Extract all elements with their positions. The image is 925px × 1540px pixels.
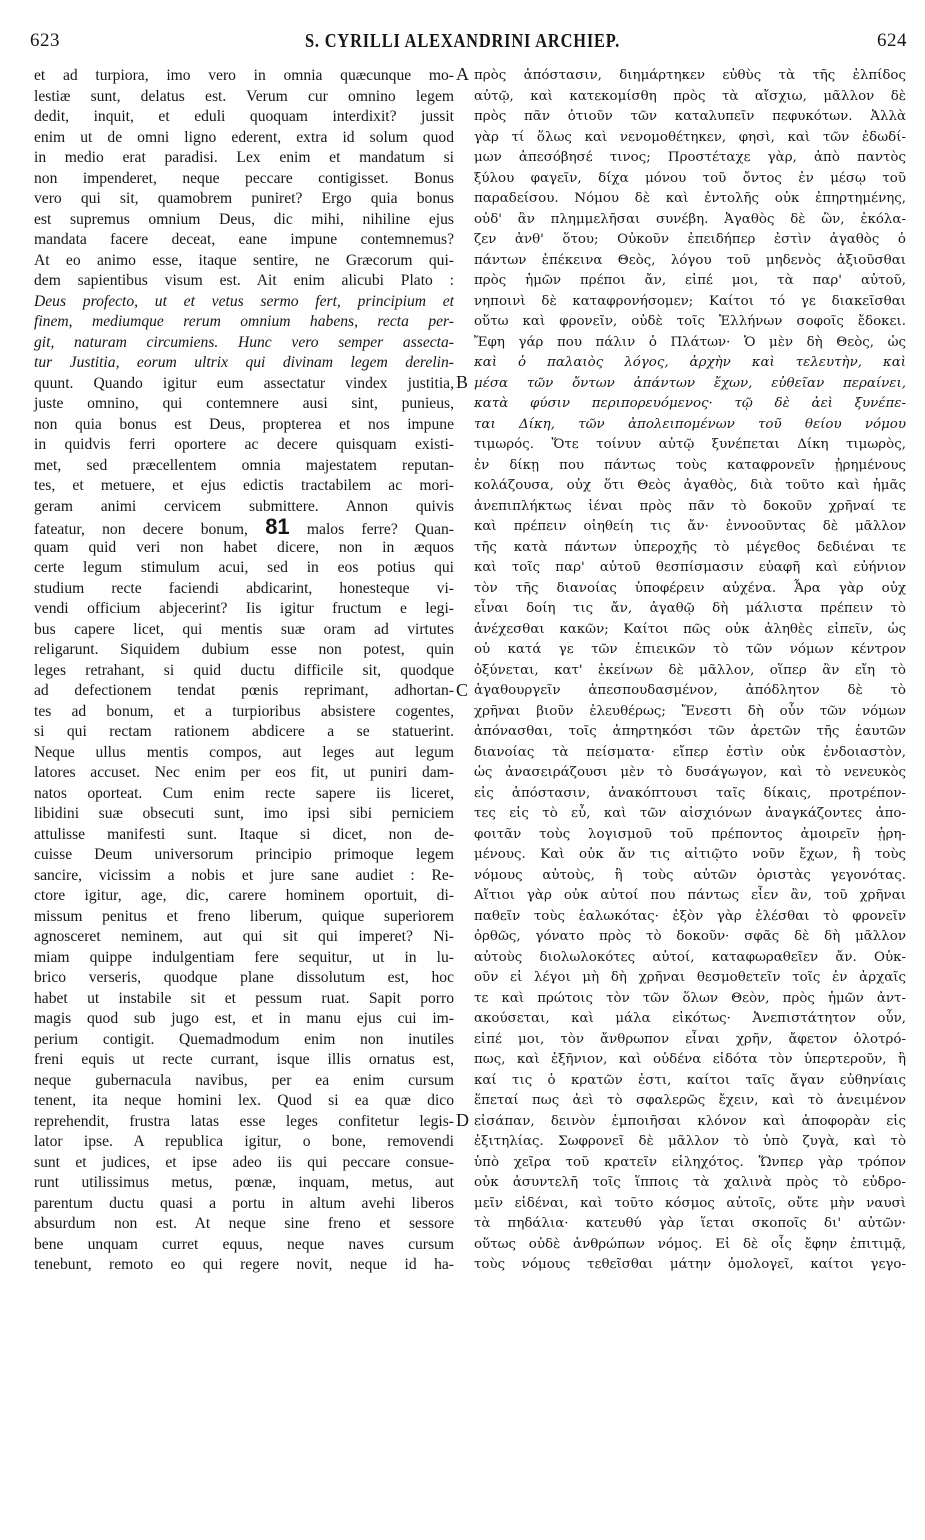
latin-text-line: tur Justitia, eorum ultrix qui divinam legem derelin- bbox=[34, 354, 454, 371]
greek-text-line: τιμωρός. Ὅτε τοίνυν αὐτῷ ξυνέπεται Δίκη τιμωρὸς, bbox=[474, 437, 906, 452]
latin-text-line: dedit, inquit, et eduli quoquam interdixit? jussit bbox=[34, 108, 454, 125]
greek-text-line: τὸν τῆς διανοίας ὑποφέρειν αὐχένα. Ἆρα γὰρ οὐχ bbox=[474, 580, 906, 596]
latin-text-line: neque gubernacula navibus, per ea enim cursum bbox=[34, 1071, 454, 1089]
latin-text-line: leges retrahant, si quid ductu difficile sit, quodque bbox=[34, 661, 454, 679]
latin-text-line: libidini suæ obsecuti sunt, imo ipsi sibi perniciem bbox=[34, 805, 454, 822]
latin-text-line: Deus profecto, ut et vetus sermo fert, principium et bbox=[34, 292, 454, 310]
greek-text-line: καὶ τοῖς παρ' αὐτοῦ θεσπίσμασιν εὐαφῆ καὶ εὐήνιον bbox=[474, 560, 906, 575]
margin-marker-c: C bbox=[456, 680, 469, 700]
greek-text-line: ξύλου φαγεῖν, δίχα μόνου τοῦ ὄντος ἐν μέσῳ τοῦ bbox=[474, 170, 906, 186]
greek-text-line: ἀνεπιπλήκτως ἰέναι πρὸς πᾶν τὸ δοκοῦν χρῆναί τε bbox=[474, 498, 906, 514]
greek-text-line: καὶ πρέπειν οἰηθείη τις ἄν· ἐννοοῦντας δὲ μᾶλλον bbox=[474, 519, 906, 534]
greek-text-line: παραδείσου. Νόμου δὲ καὶ ἐντολῆς οὐκ ἐπηρτημένης, bbox=[474, 191, 906, 206]
greek-text-line: εἰσάπαν, δεινὸν ἐμποιῆσαι κλόνον καὶ ἀποφορὰν εἰς bbox=[474, 1113, 906, 1129]
greek-text-line: πως, καὶ ἐξῆνιον, καὶ οὐδένα εἰδότα τὸν ὑπερτεροῦν, ἢ bbox=[474, 1052, 906, 1067]
latin-text-line: ctore igitur, age, dic, carere hominem oportuit, di- bbox=[34, 887, 454, 904]
column-number-81: 81 bbox=[265, 514, 290, 539]
greek-text-line: πρὸς ἡμῶν πρέποι ἄν, εἰπέ μοι, τὰ παρ' αὐτοῦ, bbox=[474, 273, 906, 288]
greek-column bbox=[474, 66, 906, 1276]
greek-text-line: φοιτᾶν τοὺς λογισμοῦ τοῦ πρέποντος ἀμοιρεῖν ᾑρη- bbox=[474, 826, 906, 842]
greek-text-line: παθεῖν τοὺς ἑαλωκότας· ἐξὸν γὰρ ἑλέσθαι τὸ φρονεῖν bbox=[474, 908, 906, 924]
latin-text-line: tenent, ita neque homini lex. Quod si ea quæ dico bbox=[34, 1092, 454, 1109]
greek-text-line: ἐν δίκῃ που πάντως τοὺς καταφρονεῖν ᾑρημένους bbox=[474, 457, 906, 473]
greek-text-line: καί τις ὁ κρατῶν ἐστι, καίτοι ταῖς ἄγαν εὐθηνίαις bbox=[474, 1072, 906, 1088]
running-header bbox=[0, 30, 925, 60]
greek-text-line: οὕτω καὶ φρονεῖν, οὐδὲ τοῖς Ἑλλήνων σοφοῖς ἔδοκει. bbox=[474, 314, 906, 329]
greek-text-line: μων ἀπεσόβησέ τινος; Προστέταχε γὰρ, ἀπὸ παντὸς bbox=[474, 150, 906, 165]
latin-text-line: sunt et judices, et ipse adeo iis qui peccare consue- bbox=[34, 1153, 454, 1171]
latin-text-line: dem sapientibus visum est. Ait enim alicubi Plato : bbox=[34, 272, 454, 289]
latin-text-line: certe legum stimulum acui, sed in eos potius qui bbox=[34, 559, 454, 576]
latin-text-line: lestiæ sunt, delatus est. Verum cur omnino legem bbox=[34, 87, 454, 105]
latin-text-line: attulisse manifesti sunt. Itaque si dicet, non de- bbox=[34, 825, 454, 843]
greek-text-line: αὐτῷ, καὶ κατεκομίσθη πρὸς τὰ αἴσχιω, μᾶλλον δὲ bbox=[474, 88, 906, 104]
latin-text-line: miam quippe indulgentiam fere sequitur, ut in lu- bbox=[34, 948, 454, 966]
latin-text-line: enim ut de omni ligno ederent, extra id solum quod bbox=[34, 128, 454, 146]
latin-text-line: ad defectionem tendat pœnis reprimant, adhortan- bbox=[34, 682, 454, 699]
latin-text-line: finem, mediumque rerum omnium habens, recta per- bbox=[34, 313, 454, 330]
margin-marker-d: D bbox=[456, 1110, 469, 1130]
latin-text-line: agnosceret neminem, aut qui sit qui imperet? Ni- bbox=[34, 928, 454, 945]
greek-text-line: χρῆναι βιοῦν ἐλευθέρως; Ἔνεστι δὴ οὖν τῶν νόμων bbox=[474, 703, 906, 719]
latin-text-line: absurdum non est. At neque sine freno et sessore bbox=[34, 1215, 454, 1232]
greek-text-line: γὰρ τί ὅλως καὶ νενομοθέτηκεν, φησὶ, καὶ τῶν ἐδωδί- bbox=[474, 129, 906, 145]
page-number-left: 623 bbox=[30, 30, 60, 51]
latin-text-line: habet ut instabile sit et pessum ruat. Sapit porro bbox=[34, 989, 454, 1007]
latin-text-line: vero qui sit, quamobrem puniret? Ergo quia bonus bbox=[34, 190, 454, 207]
greek-text-line: τῆς κατὰ πάντων ὑπεροχῆς τὸ μέγεθος δεδιέναι τε bbox=[474, 539, 906, 555]
greek-text-line: ζεν ἀνθ' ὅτου; Οὐκοῦν ἐπειδήπερ ἐστὶν ἀγαθὸς ὁ bbox=[474, 232, 906, 247]
latin-text-line: religarunt. Siquidem dubium esse non potest, quin bbox=[34, 641, 454, 658]
latin-text-line: studium recte faciendi abdicarint, honesteque vi- bbox=[34, 579, 454, 597]
greek-text-line: νόμους αὐτοὺς, ἢ τοὺς αὐτῶν ὁριστὰς γεγονότας. bbox=[474, 867, 906, 883]
greek-text-line: πρὸς ἀπόστασιν, διημάρτηκεν εὐθὺς τὰ τῆς ἐλπίδος bbox=[474, 68, 906, 83]
greek-text-line: ἀπόνασθαι, τοῖς ἀπηρτηκόσι τῶν ἀρετῶν τῆς ἑαυτῶν bbox=[474, 724, 906, 739]
greek-text-line: οὐδ' ἂν πλημμελῆσαι συνέβη. Ἀγαθὸς δὲ ὢν, ἐκόλα- bbox=[474, 211, 906, 227]
latin-text-line: quam quid veri non habet dicere, non in æquos bbox=[34, 538, 454, 556]
greek-text-line: ὀρθῶς, γόνατο πρὸς τὸ δοκοῦν· σφᾶς δὲ δὴ μᾶλλον bbox=[474, 929, 906, 944]
greek-text-line: ὑπὸ χεῖρα τοῦ κρατεῖν εἰληχότος. Ὥνπερ γὰρ τρόπον bbox=[474, 1154, 906, 1170]
latin-text-line: brico verseris, quodque plane dissolutum est, hoc bbox=[34, 969, 454, 986]
greek-text-line: οῦν εἰ λέγοι μὴ δὴ χρῆναι θεσμοθετεῖν τοῖς ἐν ἀρχαῖς bbox=[474, 970, 906, 985]
latin-column bbox=[34, 66, 454, 1276]
greek-text-line: κατὰ φύσιν περιπορευόμενος· τῷ δὲ ἀεὶ ξυνέπε- bbox=[474, 396, 906, 411]
latin-text-line: lator ipse. A republica igitur, o bone, removendi bbox=[34, 1133, 454, 1150]
greek-text-line: ται Δίκη, τῶν ἀπολειπομένων τοῦ θείου νόμου bbox=[474, 416, 906, 432]
greek-text-line: εἰς ἀπόστασιν, ἀνακόπτουσι ταῖς δίκαις, προτρέπον- bbox=[474, 785, 906, 801]
greek-text-line: ακούσεται, καὶ μάλα εἰκότως· Ἀνεπιστάτητον οὖν, bbox=[474, 1011, 906, 1026]
greek-text-line: νηποινὶ δὲ καταφρονήσομεν; Καίτοι τό γε διακεῖσθαι bbox=[474, 293, 906, 309]
latin-text-line: git, naturam circumiens. Hunc vero semper assecta- bbox=[34, 333, 454, 351]
latin-text-line: runt utilissimus metus, pœnæ, inquam, metus, aut bbox=[34, 1174, 454, 1191]
latin-text-line: non quia bonus est Deus, propterea et nos impune bbox=[34, 415, 454, 433]
latin-text-line: cuisse Deum universorum principio primoque legem bbox=[34, 846, 454, 863]
latin-text-line: est supremus omnium Deus, dic mihi, nihiline ejus bbox=[34, 210, 454, 228]
greek-text-line: μεῖν εἰδέναι, καὶ τοῦτο κόσμος αὐτοῖς, οὔτε μὴν ναυσὶ bbox=[474, 1195, 906, 1211]
greek-text-line: τὰ πηδάλια· κατευθύ γὰρ ἵεται σκοποῖς δι' αὐτῶν· bbox=[474, 1216, 906, 1231]
latin-text-line: mandata facere deceat, eane impune contemnemus? bbox=[34, 231, 454, 248]
latin-text-line: met, sed præcellentem omnia majestatem reputan- bbox=[34, 456, 454, 474]
latin-text-line: tes, et metuere, et ejus edictis tractabilem ac mori- bbox=[34, 477, 454, 494]
latin-text-line: Neque ullus mentis compos, aut leges aut legum bbox=[34, 743, 454, 761]
greek-text-line: οὐκ ἀσυντελῆ τοῖς ἵπποις τὰ χαλινὰ πρὸς τὸ εὐδρο- bbox=[474, 1175, 906, 1190]
latin-text-line: parentum ductu quasi a portu in altum avehi liberos bbox=[34, 1194, 454, 1212]
greek-text-line: εἶναι δοίη τις ἄν, ἀγαθῷ δὴ μάλιστα πρέπειν τὸ bbox=[474, 601, 906, 616]
latin-text-line: bus capere licet, qui mentis suæ oram ad virtutes bbox=[34, 620, 454, 638]
latin-text-line: juste omnino, qui contemnere ausi sint, punieus, bbox=[34, 395, 454, 412]
latin-text-line: At eo animo esse, itaque sentire, ne Græcorum qui- bbox=[34, 251, 454, 269]
latin-text-line: in medio erat paradisi. Lex enim et mandatum si bbox=[34, 149, 454, 166]
latin-text-line: tenebunt, remoto eo qui regere novit, neque id ha- bbox=[34, 1256, 454, 1273]
margin-marker-a: A bbox=[456, 64, 469, 84]
greek-text-line: ὀξύνεται, κατ' ἐκείνων δὲ μᾶλλον, οἵπερ ἂν εἴη τὸ bbox=[474, 662, 906, 678]
margin-marker-b: B bbox=[456, 372, 469, 392]
page-number-right: 624 bbox=[877, 30, 907, 51]
greek-text-line: τε καὶ πρώτοις τὸν τῶν ὅλων Θεὸν, πρὸς ἡμῶν ἀντ- bbox=[474, 990, 906, 1006]
latin-text-line: freni equis ut recte currant, isque illis ornatus est, bbox=[34, 1051, 454, 1068]
latin-text-line: non impenderet, neque peccare contigisset. Bonus bbox=[34, 169, 454, 187]
greek-text-line: διανοίας τὰ πείσματα· εἴπερ ἐστὶν οὐκ ἐνδοιαστὸν, bbox=[474, 744, 906, 760]
greek-text-line: αὐτοὺς διολωλοκότες αὐτοί, καταφωραθεῖεν ἄν. Οὐκ- bbox=[474, 949, 906, 965]
latin-text-line: missum penitus et freno liberum, quique superiorem bbox=[34, 907, 454, 925]
latin-text-line: si qui rectam rationem abdicere a se statuerint. bbox=[34, 723, 454, 740]
greek-text-line: πάντων ἐπέκεινα Θεὸς, λόγου τοῦ μηδενὸς ἀξιοῦσθαι bbox=[474, 252, 906, 268]
greek-text-line: ὡς ἀνασειράζουσι μὲν τὸ δυσάγωγον, καὶ τὸ νενευκὸς bbox=[474, 765, 906, 780]
greek-text-line: οὐ κατά γε τῶν ἐπιεικῶν τὸ τῶν νόμων κέντρον bbox=[474, 642, 906, 657]
greek-text-line: μέσα τῶν ὄντων ἁπάντων ἔχων, εὐθεῖαν περαίνει, bbox=[474, 375, 906, 391]
latin-text-line: in quidvis ferri oportere ac decere quisquam existi- bbox=[34, 436, 454, 453]
latin-text-line: fateatur, non decere bonum, 81 malos ferre? Quan- bbox=[34, 514, 454, 539]
greek-text-line: ἐξιτηλίας. Σωφρονεῖ δὲ μᾶλλον τὸ ὑπὸ ζυγὰ, καὶ τὸ bbox=[474, 1134, 906, 1149]
greek-text-line: οὕτως οὐδὲ ἀνθρώπων νόμος. Εἰ δὲ οἷς ἔφην ἐπιτιμᾷ, bbox=[474, 1236, 906, 1252]
greek-text-line: εἰπέ μοι, τὸν ἄνθρωπον εἶναι χρῆν, ἄφετον ὁλοτρό- bbox=[474, 1031, 906, 1047]
latin-text-line: quunt. Quando igitur eum assectatur vindex justitia, bbox=[34, 374, 454, 392]
latin-text-line: tes ad bonum, et a turpioribus absistere cogentes, bbox=[34, 702, 454, 720]
latin-text-line: geram animi cervicem submittere. Annon quivis bbox=[34, 497, 454, 515]
greek-text-line: κολάζουσα, οὐχ ὅτι Θεὸς ἀγαθὸς, διὰ τοῦτο καὶ ἡμᾶς bbox=[474, 478, 906, 493]
greek-text-line: τες εἰς τὸ εὖ, καὶ τῶν αἰσχιόνων ἀναγκάζοντες ἀπο- bbox=[474, 806, 906, 821]
latin-text-line: natos oporteat. Cum enim recte sapere iis liceret, bbox=[34, 784, 454, 802]
latin-text-line: latores accuset. Nec enim per eos fit, ut puniri dam- bbox=[34, 764, 454, 781]
latin-text-line: reprehendit, frustra latas esse leges confitetur legis- bbox=[34, 1112, 454, 1130]
latin-text-line: bene unquam curret equus, neque naves cursum bbox=[34, 1235, 454, 1253]
greek-text-line: Αἴτιοι γὰρ οὐκ αὐτοί που πάντως εἶεν ἂν, τοῦ χρῆναι bbox=[474, 888, 906, 903]
greek-text-line: μένους. Καὶ οὐκ ἄν τις αἰτιῷτο νοῦν ἔχων, ἢ τοὺς bbox=[474, 847, 906, 862]
latin-text-line: vendi officium abjecerint? Iis igitur fructum e legi- bbox=[34, 600, 454, 617]
greek-text-line: ἀνέχεσθαι κακῶν; Καίτοι πῶς οὐκ ἀληθὲς εἰπεῖν, ὡς bbox=[474, 621, 906, 637]
latin-text-line: perium contigit. Quemadmodum enim non inutiles bbox=[34, 1030, 454, 1048]
greek-text-line: ἕπεταί πως ἀεὶ τὸ σφαλερῶς ἔχειν, καὶ τὸ ἀνειμένον bbox=[474, 1093, 906, 1108]
latin-text-line: sancire, vicissim a nobis et jure sane audiet : Re- bbox=[34, 866, 454, 884]
greek-text-line: πρὸς πᾶν ὁτιοῦν τῶν καταλυπεῖν πεφυκότων. Ἀλλὰ bbox=[474, 109, 906, 124]
latin-text-line: magis quod sub jugo est, et in manu ejus cui im- bbox=[34, 1010, 454, 1027]
greek-text-line: καὶ ὁ παλαιὸς λόγος, ἀρχὴν καὶ τελευτὴν, καὶ bbox=[474, 355, 906, 370]
latin-text-line: et ad turpiora, imo vero in omnia quæcunque mo- bbox=[34, 67, 454, 84]
running-title: S. CYRILLI ALEXANDRINI ARCHIEP. bbox=[304, 30, 621, 52]
greek-text-line: τοὺς νόμους τεθεῖσθαι μάτην ὁμολογεῖ, καίτοι γεγο- bbox=[474, 1257, 906, 1272]
greek-text-line: Ἔφη γάρ που πάλιν ὁ Πλάτων· Ὁ μὲν δὴ Θεὸς, ὡς bbox=[474, 334, 906, 350]
greek-text-line: ἀγαθουργεῖν ἀπεσπουδασμένον, ἀπόδλητον δὲ τὸ bbox=[474, 683, 906, 698]
